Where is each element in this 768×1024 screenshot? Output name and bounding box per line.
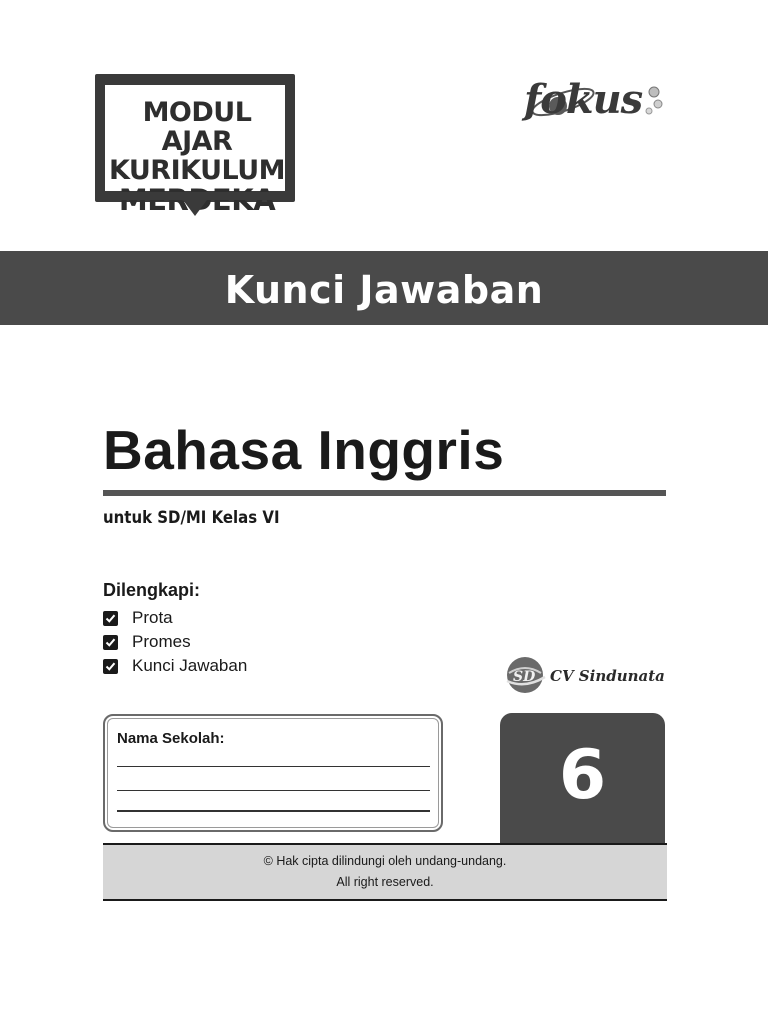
includes-item-label: Prota bbox=[132, 608, 173, 627]
book-ribbon-icon bbox=[95, 192, 295, 218]
grade-number: 6 bbox=[558, 736, 607, 815]
school-name-line[interactable] bbox=[117, 810, 430, 812]
book-page bbox=[103, 83, 287, 193]
subject-divider bbox=[103, 490, 666, 496]
rights-text: All right reserved. bbox=[336, 875, 434, 889]
school-name-box bbox=[103, 714, 443, 832]
includes-item bbox=[103, 606, 247, 630]
school-name-line[interactable] bbox=[117, 790, 430, 791]
includes-item-label: Kunci Jawaban bbox=[132, 656, 248, 675]
grade-badge bbox=[500, 713, 665, 844]
sindunata-globe-icon bbox=[503, 655, 549, 697]
banner-title: Kunci Jawaban bbox=[224, 268, 544, 312]
publisher-logo bbox=[503, 655, 668, 697]
checkbox-checked-icon bbox=[103, 659, 118, 674]
includes-heading: Dilengkapi: bbox=[103, 580, 201, 600]
includes-item bbox=[103, 654, 247, 678]
includes-list bbox=[103, 606, 247, 678]
logo-line-1: MODUL AJAR bbox=[142, 97, 252, 157]
includes-item-label: Promes bbox=[132, 632, 191, 651]
copyright-text: © Hak cipta dilindungi oleh undang-undang. bbox=[263, 854, 507, 868]
grade-subtitle: untuk SD/MI Kelas VI bbox=[103, 508, 280, 528]
logo-line-2: KURIKULUM bbox=[108, 155, 286, 186]
modul-ajar-logo bbox=[95, 74, 295, 217]
copyright-band bbox=[103, 843, 667, 901]
checkbox-checked-icon bbox=[103, 611, 118, 626]
subject-title: Bahasa Inggris bbox=[103, 419, 505, 481]
includes-item bbox=[103, 630, 247, 654]
svg-text:SD: SD bbox=[513, 669, 536, 685]
fokus-wordmark: fokus bbox=[524, 76, 643, 123]
fokus-logo bbox=[518, 70, 668, 130]
publisher-name: CV Sindunata bbox=[550, 667, 665, 685]
school-name-line[interactable] bbox=[117, 766, 430, 767]
checkbox-checked-icon bbox=[103, 635, 118, 650]
school-name-label: Nama Sekolah: bbox=[117, 730, 225, 747]
title-banner bbox=[0, 251, 768, 325]
